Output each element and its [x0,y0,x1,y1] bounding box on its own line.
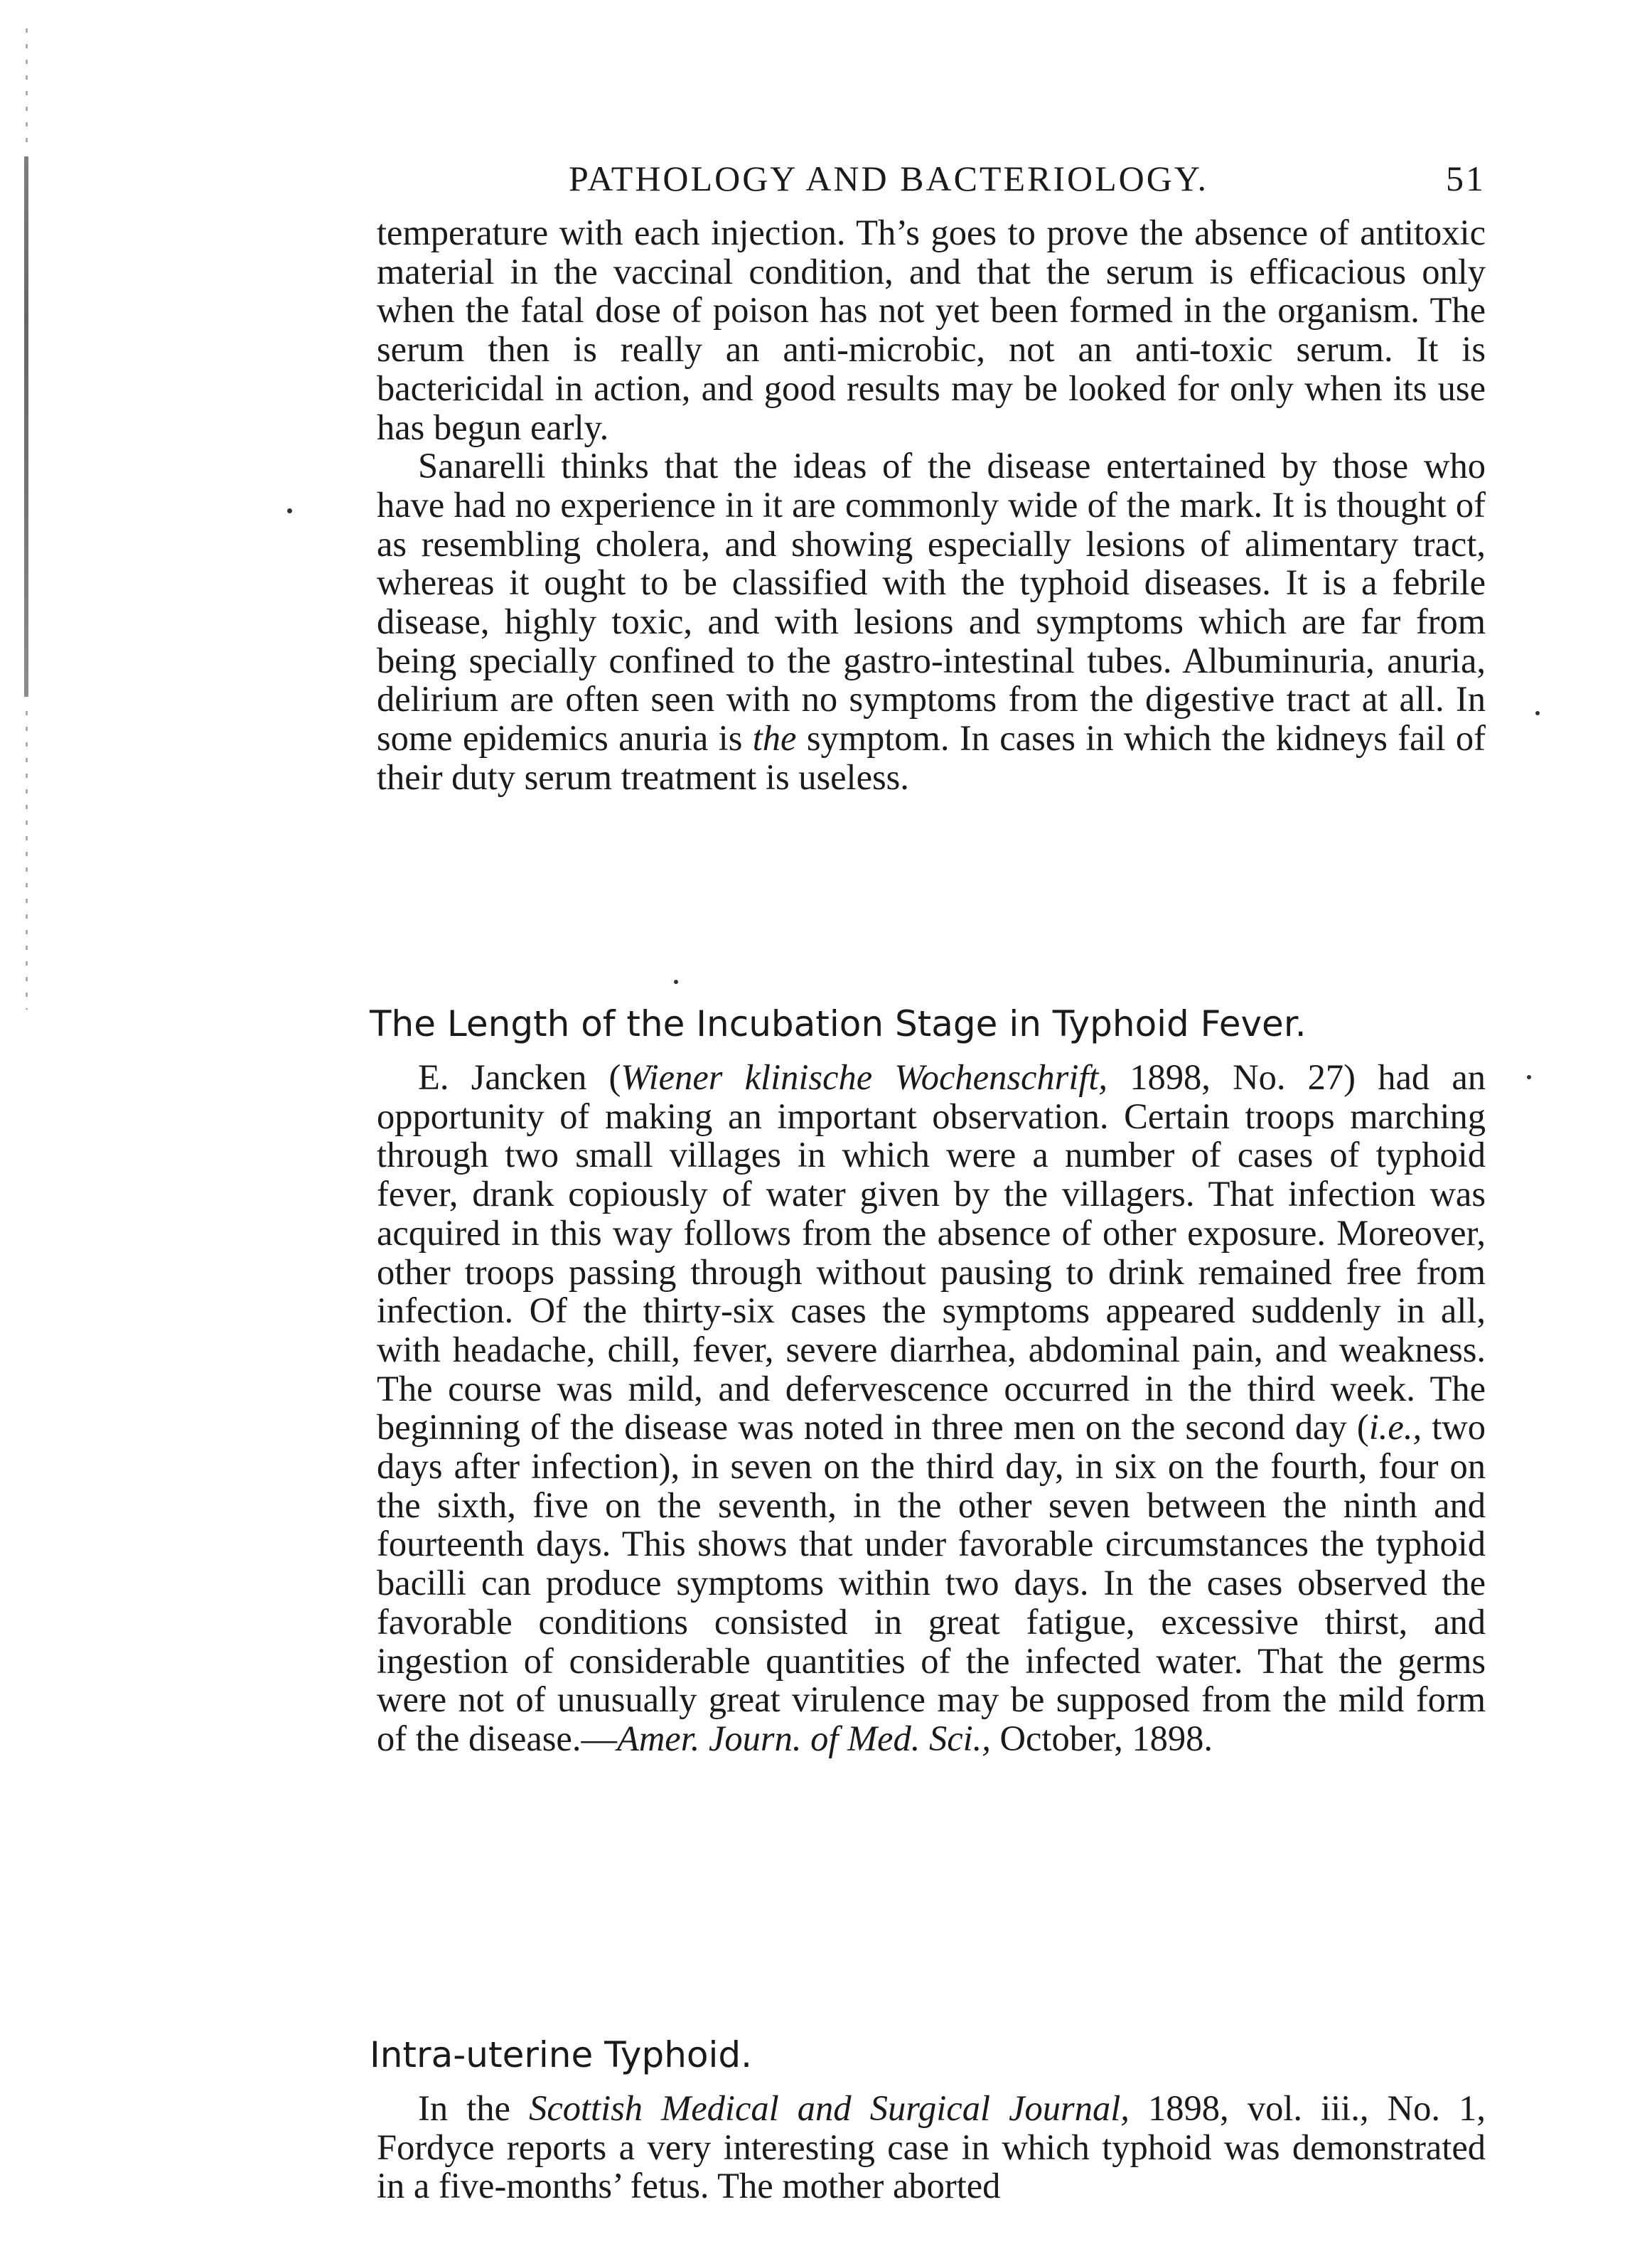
binding-shadow [24,156,28,697]
jancken-end: October, 1898. [999,1718,1213,1758]
journal-wiener: Wiener klinische Wochenschrift, [621,1057,1108,1097]
jancken-body-b: two days after infection), in seven on the third day, in six on the fourth, four on the sixth, five on the seventh, in the other seven between the ninth and fourteenth days. This shows that under favorable circumstances the typhoid bacilli can produce symptoms within two days. In the cases observed the favorable conditions consisted in great fatigue, excessive thirst, and ingestion of considerable quantities of the infected water. That the germs were not of unusually great virulence may be supposed from the mild form of the disease.— [377,1407,1486,1758]
section-incubation-text [377,1058,1486,1758]
jancken-start: E. Jancken ( [418,1057,621,1097]
source-amer-journ: Amer. Journ. of Med. Sci., [616,1718,991,1758]
jancken-body-a: 1898, No. 27) had an opportunity of making an important observation. Certain troops marching through two small villages in which were a number of cases of typhoid fever, drank copiously of water given by the villagers. That infection was acquired in this way follows from the absence of other exposure. Moreover, other troops passing through without pausing to drink remained free from infection. Of the thirty-six cases the symptoms appeared suddenly in all, with headache, chill, fever, severe diarrhea, abdominal pain, and weakness. The course was mild, and defervescence occurred in the third week. The beginning of the disease was noted in three men on the second day ( [377,1057,1486,1448]
paragraph-sanarelli-start: Sanarelli thinks that the ideas of the disease entertained by those who have had no experience in it are commonly wide of the mark. It is thought of as resembling cholera, and showing especially lesions of alimentary tract, whereas it ought to be classified with the typhoid diseases. It is a febrile disease, highly toxic, and with lesions and symptoms which are far from being specially confined to the gastro-intestinal tubes. Albuminuria, anuria, delirium are often seen with no symptoms from the digestive tract at all. In some epidemics anuria is [377,446,1486,759]
section-heading-incubation: The Length of the Incubation Stage in Typhoid Fever. [370,1003,1307,1044]
paragraph-fordyce [377,2089,1486,2206]
section-intrauterine-text [377,2089,1486,2206]
paragraph-serum: temperature with each injection. Th’s goes to prove the absence of antitoxic material in the vaccinal condition, and that the serum is efficacious only when the fatal dose of poison has not yet been formed in the organism. The serum then is really an anti-microbic, not an anti-toxic serum. It is bactericidal in action, and good results may be looked for only when its use has begun early. [377,213,1486,447]
paragraph-sanarelli-end: symptom. In cases in which the kidneys fail of their duty serum treatment is useless. [377,718,1486,797]
running-head-title: PATHOLOGY AND BACTERIOLOGY. [569,159,1209,198]
binding-gutter [20,28,33,1081]
scan-speck [1527,1075,1531,1079]
scan-speck [674,980,678,984]
scan-speck [287,508,292,513]
abbrev-ie: i.e., [1368,1407,1422,1448]
running-head [569,158,1486,208]
gutter-dots-bottom [26,711,28,1010]
section-heading-intrauterine: Intra-uterine Typhoid. [370,2034,753,2075]
gutter-dots-top [26,28,28,149]
journal-scottish: Scottish Medical and Surgical Journal, [529,2088,1130,2128]
continued-text [377,213,1486,797]
page-number: 51 [1446,159,1486,198]
emphasis-the: the [752,718,797,759]
paragraph-sanarelli [377,447,1486,796]
fordyce-start: In the [418,2088,510,2128]
fordyce-end: 1898, vol. iii., No. 1, Fordyce reports a very interesting case in which typhoid was demonstrated in a five-months’ fetus. The mother aborted [377,2088,1486,2206]
paragraph-jancken [377,1058,1486,1758]
scan-speck [1535,711,1540,715]
